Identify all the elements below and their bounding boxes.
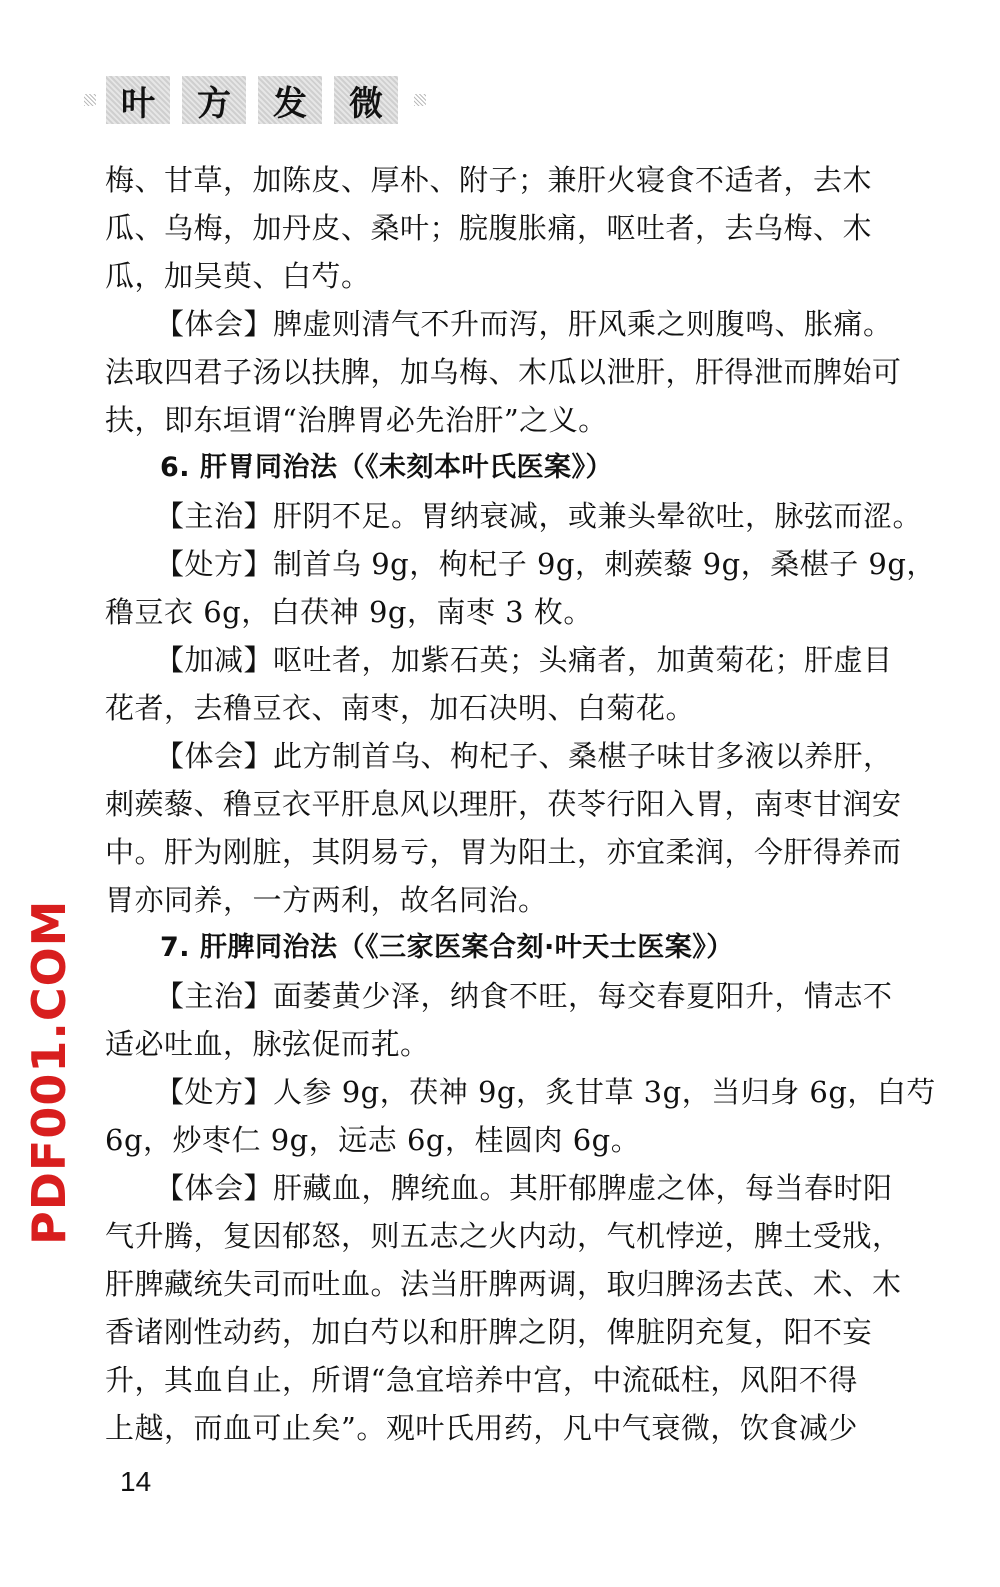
header-ornament-left bbox=[84, 94, 96, 106]
text-line: 上越，而血可止矣”。观叶氏用药，凡中气衰微，饮食减少 bbox=[105, 1411, 858, 1445]
paragraph-first-line: 【体会】此方制首乌、枸杞子、桑椹子味甘多液以养肝， bbox=[155, 739, 893, 773]
section-heading: 6. 肝胃同治法（《未刻本叶氏医案》） bbox=[160, 452, 613, 483]
paragraph-first-line: 【主治】肝阴不足。胃纳衰减，或兼头晕欲吐，脉弦而涩。 bbox=[155, 499, 923, 533]
text-line: 扶，即东垣谓“治脾胃必先治肝”之义。 bbox=[105, 403, 608, 437]
text-line: 气升腾，复因郁怒，则五志之火内动，气机悖逆，脾土受戕， bbox=[105, 1219, 902, 1253]
header-ornament-right bbox=[414, 94, 426, 106]
text-line: 肝脾藏统失司而吐血。法当肝脾两调，取归脾汤去芪、术、木 bbox=[105, 1267, 902, 1301]
paragraph-first-line: 【主治】面萎黄少泽，纳食不旺，每交春夏阳升，情志不 bbox=[155, 979, 893, 1013]
text-line: 梅、甘草，加陈皮、厚朴、附子；兼肝火寝食不适者，去木 bbox=[105, 163, 873, 197]
text-line: 穞豆衣 6g，白茯神 9g，南枣 3 枚。 bbox=[105, 595, 593, 629]
book-title-header bbox=[84, 70, 436, 130]
text-line: 花者，去穞豆衣、南枣，加石决明、白菊花。 bbox=[105, 691, 696, 725]
watermark: PDF001.COM bbox=[22, 899, 76, 1245]
text-line: 适必吐血，脉弦促而芤。 bbox=[105, 1027, 430, 1061]
page-number: 14 bbox=[120, 1466, 152, 1497]
text-line: 瓜，加吴萸、白芍。 bbox=[105, 259, 371, 293]
text-line: 中。肝为刚脏，其阴易亏，胃为阳土，亦宜柔润，今肝得养而 bbox=[105, 835, 902, 869]
paragraph-first-line: 【处方】人参 9g，茯神 9g，炙甘草 3g，当归身 6g，白芍 bbox=[155, 1075, 936, 1109]
text-line: 法取四君子汤以扶脾，加乌梅、木瓜以泄肝，肝得泄而脾始可 bbox=[105, 355, 902, 389]
book-title-char: 微 bbox=[334, 76, 398, 124]
paragraph-first-line: 【体会】脾虚则清气不升而泻，肝风乘之则腹鸣、胀痛。 bbox=[155, 307, 893, 341]
text-line: 胃亦同养，一方两利，故名同治。 bbox=[105, 883, 548, 917]
paragraph-first-line: 【加减】呕吐者，加紫石英；头痛者，加黄菊花；肝虚目 bbox=[155, 643, 893, 677]
book-title-char: 叶 bbox=[106, 76, 170, 124]
section-heading: 7. 肝脾同治法（《三家医案合刻·叶天士医案》） bbox=[160, 932, 734, 963]
text-line: 香诸刚性动药，加白芍以和肝脾之阴，俾脏阴充复，阳不妄 bbox=[105, 1315, 873, 1349]
book-title-char: 发 bbox=[258, 76, 322, 124]
text-line: 升，其血自止，所谓“急宜培养中宫，中流砥柱，风阳不得 bbox=[105, 1363, 858, 1397]
paragraph-first-line: 【体会】肝藏血，脾统血。其肝郁脾虚之体，每当春时阳 bbox=[155, 1171, 893, 1205]
text-line: 6g，炒枣仁 9g，远志 6g，桂圆肉 6g。 bbox=[105, 1123, 641, 1157]
text-line: 刺蒺藜、穞豆衣平肝息风以理肝，茯苓行阳入胃，南枣甘润安 bbox=[105, 787, 902, 821]
page-body-text bbox=[105, 156, 936, 1452]
text-line: 瓜、乌梅，加丹皮、桑叶；脘腹胀痛，呕吐者，去乌梅、木 bbox=[105, 211, 873, 245]
book-title-char: 方 bbox=[182, 76, 246, 124]
paragraph-first-line: 【处方】制首乌 9g，枸杞子 9g，刺蒺藜 9g，桑椹子 9g， bbox=[155, 547, 936, 581]
